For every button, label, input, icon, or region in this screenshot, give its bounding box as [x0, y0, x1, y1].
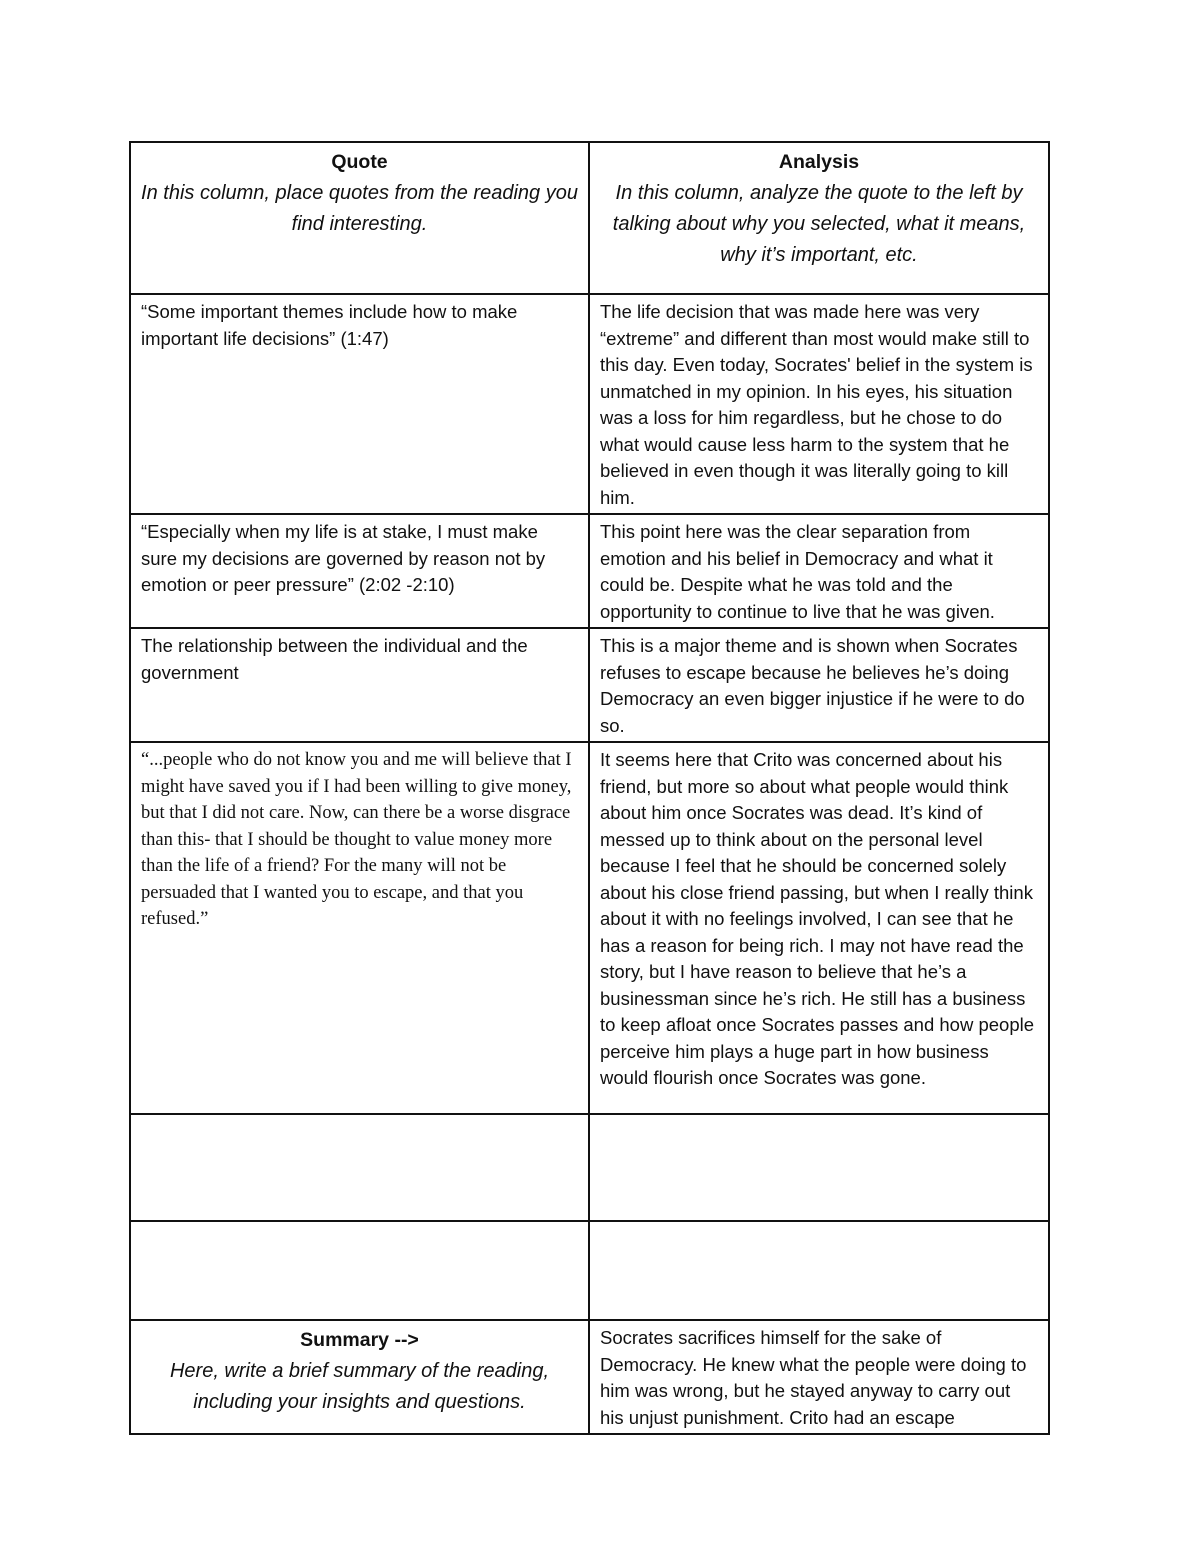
analysis-cell[interactable]: [589, 1221, 1049, 1320]
summary-text-cell[interactable]: Socrates sacrifices himself for the sake of Democracy. He knew what the people were doing to him was wrong, but he stayed anyway to carry out his unjust punishment. Crito had an escape: [589, 1320, 1049, 1434]
quote-header-cell: [130, 142, 589, 294]
quote-cell[interactable]: “Especially when my life is at stake, I must make sure my decisions are governed by reason not by emotion or peer pressure” (2:02 -2:10): [130, 514, 589, 628]
analysis-cell[interactable]: [589, 1114, 1049, 1221]
table-row: [130, 1221, 1049, 1320]
quote-column-instruction: In this column, place quotes from the reading you find interesting.: [141, 182, 578, 235]
table-row: [130, 1114, 1049, 1221]
quote-cell[interactable]: “Some important themes include how to make important life decisions” (1:47): [130, 294, 589, 514]
analysis-cell[interactable]: This point here was the clear separation from emotion and his belief in Democracy and what it could be. Despite what he was told and the opportunity to continue to live that he was given.: [589, 514, 1049, 628]
quote-analysis-worksheet: [129, 141, 1048, 1428]
summary-instruction: Here, write a brief summary of the reading, including your insights and questions.: [169, 1360, 550, 1413]
analysis-cell[interactable]: It seems here that Crito was concerned about his friend, but more so about what people would think about him once Socrates was dead. It’s kind of messed up to think about on the personal level because I feel that he should be concerned solely about his close friend passing, but when I really think about it with no feelings involved, I can see that he has a reason for being rich. I may not have read the story, but I have reason to believe that he’s a businessman since he’s rich. He still has a business to keep afloat once Socrates passes and how people perceive him plays a huge part in how business would flourish once Socrates was gone.: [589, 742, 1049, 1114]
quote-column-title: Quote: [331, 151, 388, 173]
analysis-cell[interactable]: This is a major theme and is shown when Socrates refuses to escape because he believes he’s doing Democracy an even bigger injustice if he were to do so.: [589, 628, 1049, 742]
analysis-column-title: Analysis: [778, 151, 860, 173]
quote-cell[interactable]: [130, 1221, 589, 1320]
summary-label-cell: [130, 1320, 589, 1434]
table-row: [130, 294, 1049, 514]
analysis-header-cell: [589, 142, 1049, 294]
analysis-cell[interactable]: The life decision that was made here was very “extreme” and different than most would make still to this day. Even today, Socrates' belief in the system is unmatched in my opinion. In his eyes, his situation was a loss for him regardless, but he chose to do what would cause less harm to the system that he believed in even though it was literally going to kill him.: [589, 294, 1049, 514]
table-row: [130, 628, 1049, 742]
quote-cell[interactable]: “...people who do not know you and me will believe that I might have saved you if I had been willing to give money, but that I did not care. Now, can there be a worse disgrace than this- that I should be thought to value money more than the life of a friend? For the many will not be persuaded that I wanted you to escape, and that you refused.”: [130, 742, 589, 1114]
summary-row: [130, 1320, 1049, 1434]
table-row: [130, 742, 1049, 1114]
quote-cell[interactable]: [130, 1114, 589, 1221]
analysis-column-instruction: In this column, analyze the quote to the left by talking about why you selected, what it means, why it’s important, etc.: [612, 182, 1026, 266]
quote-cell[interactable]: The relationship between the individual and the government: [130, 628, 589, 742]
header-row: [130, 142, 1049, 294]
summary-title: Summary -->: [300, 1329, 419, 1351]
quote-analysis-table: [129, 141, 1050, 1435]
table-row: [130, 514, 1049, 628]
